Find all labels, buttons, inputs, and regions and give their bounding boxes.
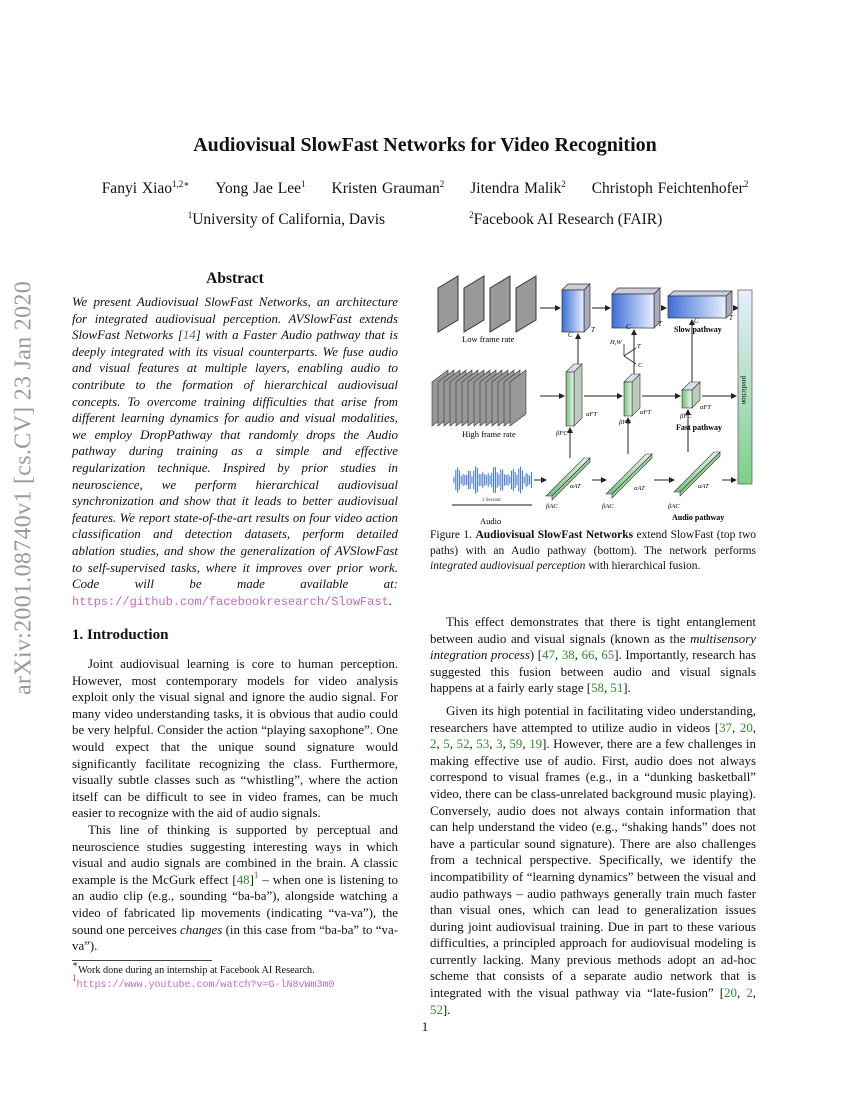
label-one-second: 1 Second [482,498,501,503]
svg-text:T: T [591,326,595,334]
citation-link[interactable]: 59 [509,737,523,752]
svg-text:T: T [729,314,733,322]
citation-link[interactable]: 58 [591,681,604,696]
svg-text:C: C [694,317,699,325]
figure-1-diagram [428,268,758,526]
arxiv-sidebar-stamp [6,280,42,696]
footnote-url-link[interactable]: https://www.youtube.com/watch?v=G-lN8vWm3m0 [76,980,335,991]
citation-link[interactable]: 14 [182,328,196,343]
audio-pathway-blocks [546,452,720,500]
citation-link[interactable]: 20 [739,720,753,735]
footnote: ∗Work done during an internship at Facebook AI Research. [72,959,315,976]
author: Kristen Grauman$^2$ [331,179,445,197]
author: Yong Jae Lee$^1$ [215,179,306,197]
svg-text:αFT: αFT [586,411,597,418]
label-prediction: prediction [740,376,748,405]
footnote-rule [72,960,212,961]
citation-link[interactable]: 65 [601,648,615,663]
label-high-frame-rate: High frame rate [462,429,516,439]
abstract-body: We present Audiovisual SlowFast Networks, an architecture for integrated audiovisual perception. AVSlowFast extends SlowFast Networks [14] with a Faster Audio pathway that is deeply integrated with its visual counterparts. We fuse audio and visual features at multiple layers, enabling audio to contribute to the formation of hierarchical audiovisual concepts. To overcome training difficulties that arise from different learning dynamics for audio and visual modalities, we employ DropPathway that randomly drops the Audio pathway during training as a simple and effective regularization technique. Inspired by prior studies in neuroscience, we perform hierarchical audiovisual synchronization and show that it leads to better audiovisual features. We report state-of-the-art results on four video action classification and detection datasets, perform detailed ablation studies, and show the generalization of AVSlowFast to self-supervised tasks, where it improves over prior work. Code will be made available at: https://github.com/facebookresearch/SlowFast. [72,295,398,609]
citation-link[interactable]: 48 [236,872,250,887]
svg-text:T: T [658,320,662,328]
citation-link[interactable]: 2 [430,737,437,752]
page-number: 1 [421,1019,429,1034]
svg-text:αAT: αAT [698,483,709,490]
arxiv-id: arXiv:2001.08740v1 [cs.CV] 23 Jan 2020 [10,280,37,696]
paragraph: Given its high potential in facilitating video understanding, researchers have attempted to utilize audio in videos [37, 20, 2, 5, 52, 53, 3, 59, 19]. However, there are a few challenges in making effective use of audio. First, audio does not always correspond to visual frames (e.g., in a “dunking basketball” video, there can be class-unrelated background music playing). Conversely, audio does not always contain information that can help understand the video (e.g., “shaking hands” does not have a particular sound signature). There are also challenges from a technical perspective. Specifically, we identify the incompatibility of “learning dynamics” between the visual and audio pathways – audio pathways generally train much faster than visual ones, which can lead to generalization issues during joint audiovisual training. Due in part to these various difficulties, a principled approach for audiovisual modeling is currently lacking. Many previous methods adopt an ad-hoc scheme that consists of a separate audio network that is integrated with the visual pathway via “late-fusion” [20, 2, 52]. [430,703,756,1017]
citation-link[interactable]: 52 [430,1002,443,1017]
affiliation: $^1$University of California, Davis [187,210,386,228]
svg-text:C: C [638,362,643,369]
citation-link[interactable]: 51 [610,681,624,696]
svg-text:αAT: αAT [570,483,581,490]
label-fast-pathway: Fast pathway [676,423,723,432]
paragraph: Joint audiovisual learning is core to human perception. However, most contemporary models for video analysis exploit only the visual signal and ignore the audio signal. For many video understanding tasks, it is obvious that audio could be very helpful. Consider the action “playing saxophone”. One would expect that the unique sound signature would significantly facilitate recognizing the class. Furthermore, visually subtle classes such as “whistling”, where the action itself can be difficult to see in video frames, can be much easier to recognize with the aid of audio signals. [72,657,398,821]
code-url-link[interactable]: https://github.com/facebookresearch/SlowFast [72,594,389,609]
audio-waveform [454,466,531,493]
author: Jitendra Malik$^2$ [470,179,566,197]
right-column-body [430,614,756,1018]
svg-text:T: T [637,343,641,350]
svg-text:βAC: βAC [546,503,558,510]
paragraph: This line of thinking is supported by perceptual and neuroscience studies suggesting interesting ways in which visual and audio signals are combined in the brain. A classic example is the McGurk effect $[48]^1$ – when one is listening to an audio clip (e.g., sounding “ba-ba”), alongside watching a video of fabricated lip movements (indicating “va-va”), the sound one perceives changes (in this case from “ba-ba” to “va-va”). [72,822,398,954]
svg-text:αFT: αFT [640,409,651,416]
section-heading-introduction: 1. Introduction [72,627,169,643]
affiliations [0,211,850,229]
citation-link[interactable]: 53 [476,737,490,752]
svg-text:βFC: βFC [619,419,631,426]
footnote-link[interactable]: 1 [253,869,259,880]
label-low-frame-rate: Low frame rate [462,334,515,344]
citation-link[interactable]: 3 [496,737,503,752]
svg-text:βAC: βAC [602,503,614,510]
introduction-body [72,656,398,955]
low-frame-rate-frames [438,276,536,332]
svg-text:βFC: βFC [680,413,692,420]
author-list [0,180,850,198]
abstract-heading: Abstract [206,270,264,287]
paragraph: This effect demonstrates that there is tight entanglement between audio and visual signals (known as the multisensory integration process) [47, 38, 66, 65]. Importantly, research has suggested this fusion between audio and visual signals happens at a fairly early stage [58, 51]. [430,615,756,696]
author: Fanyi Xiao$^{1,2∗}$ [101,179,190,197]
citation-link[interactable]: 47 [542,648,555,663]
svg-text:C: C [568,331,573,339]
svg-text:H,W: H,W [610,339,622,346]
citation-link[interactable]: 37 [719,720,732,735]
label-audio-pathway: Audio pathway [672,513,725,522]
citation-link[interactable]: 66 [581,648,595,663]
high-frame-rate-frames [432,370,526,426]
svg-text:αAT: αAT [634,485,645,492]
footnote: $^1$https://www.youtube.com/watch?v=G-lN8vWm3m0 [72,973,335,991]
svg-text:C: C [626,323,631,331]
citation-link[interactable]: 5 [443,737,450,752]
paper-title: Audiovisual SlowFast Networks for Video Recognition [193,134,657,156]
svg-text:αFT: αFT [700,404,711,411]
affiliation: $^2$Facebook AI Research (FAIR) [469,210,663,228]
citation-link[interactable]: 2 [746,986,753,1001]
citation-link[interactable]: 38 [561,648,575,663]
author: Christoph Feichtenhofer$^2$ [591,179,749,197]
label-audio: Audio [480,516,502,526]
citation-link[interactable]: 20 [724,986,737,1001]
svg-text:βAC: βAC [668,503,680,510]
citation-link[interactable]: 19 [529,737,543,752]
citation-link[interactable]: 52 [456,737,470,752]
figure-1-caption: Figure 1. Audiovisual SlowFast Networks extend SlowFast (top two paths) with an Audio pathway (bottom). The network performs integrated audiovisual perception with hierarchical fusion. [430,529,756,572]
svg-text:βFC: βFC [556,430,568,437]
label-slow-pathway: Slow pathway [674,325,722,334]
